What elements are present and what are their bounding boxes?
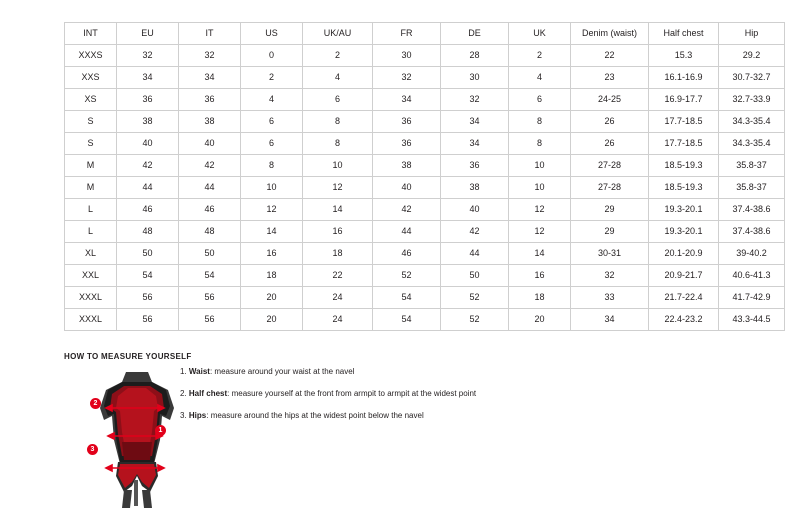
table-cell: 4 <box>509 67 571 89</box>
table-cell: 6 <box>241 111 303 133</box>
table-cell: 18.5-19.3 <box>649 155 719 177</box>
how-to-measure-title: HOW TO MEASURE YOURSELF <box>64 352 192 361</box>
table-cell: 50 <box>117 243 179 265</box>
table-cell: 17.7-18.5 <box>649 111 719 133</box>
table-cell: XXXL <box>65 287 117 309</box>
table-cell: 18 <box>303 243 373 265</box>
table-row <box>65 111 785 133</box>
table-cell: 24 <box>303 309 373 331</box>
column-header: US <box>241 23 303 45</box>
table-cell: 42 <box>117 155 179 177</box>
table-row <box>65 89 785 111</box>
table-cell: 8 <box>303 133 373 155</box>
table-cell: 38 <box>179 111 241 133</box>
table-cell: 10 <box>241 177 303 199</box>
table-cell: M <box>65 155 117 177</box>
table-cell: 36 <box>441 155 509 177</box>
table-cell: 54 <box>373 287 441 309</box>
table-cell: 10 <box>509 177 571 199</box>
measure-notes <box>180 366 600 432</box>
table-cell: XS <box>65 89 117 111</box>
table-cell: 30.7-32.7 <box>719 67 785 89</box>
table-cell: 40.6-41.3 <box>719 265 785 287</box>
table-cell: 4 <box>303 67 373 89</box>
table-cell: 33 <box>571 287 649 309</box>
table-cell: XXXS <box>65 45 117 67</box>
table-cell: 52 <box>373 265 441 287</box>
table-cell: 34.3-35.4 <box>719 111 785 133</box>
table-cell: 20 <box>241 309 303 331</box>
table-cell: 23 <box>571 67 649 89</box>
note-term: Waist <box>188 367 210 376</box>
table-cell: 54 <box>117 265 179 287</box>
table-cell: S <box>65 133 117 155</box>
table-cell: 12 <box>303 177 373 199</box>
table-cell: 44 <box>373 221 441 243</box>
column-header: Hip <box>719 23 785 45</box>
table-row <box>65 155 785 177</box>
table-cell: 38 <box>373 155 441 177</box>
table-body <box>65 45 785 331</box>
size-conversion-table <box>64 22 785 331</box>
table-cell: 46 <box>179 199 241 221</box>
table-cell: 32 <box>179 45 241 67</box>
table-cell: 34.3-35.4 <box>719 133 785 155</box>
column-header: FR <box>373 23 441 45</box>
table-cell: 16 <box>241 243 303 265</box>
table-cell: 12 <box>241 199 303 221</box>
table-cell: S <box>65 111 117 133</box>
table-cell: 10 <box>303 155 373 177</box>
table-row <box>65 67 785 89</box>
table-cell: 34 <box>441 111 509 133</box>
table-cell: XXL <box>65 265 117 287</box>
table-cell: 16.9-17.7 <box>649 89 719 111</box>
table-cell: 48 <box>117 221 179 243</box>
table-cell: 27-28 <box>571 155 649 177</box>
measure-badge-half-chest: 2 <box>90 398 101 409</box>
table-cell: 34 <box>571 309 649 331</box>
table-row <box>65 309 785 331</box>
table-cell: 50 <box>441 265 509 287</box>
table-header-row <box>65 23 785 45</box>
table-cell: L <box>65 199 117 221</box>
table-cell: 34 <box>373 89 441 111</box>
table-cell: 26 <box>571 111 649 133</box>
table-cell: 40 <box>117 133 179 155</box>
measure-note-waist <box>180 366 600 377</box>
table-cell: 0 <box>241 45 303 67</box>
table-cell: 12 <box>509 221 571 243</box>
table-cell: 52 <box>441 287 509 309</box>
table-cell: 38 <box>117 111 179 133</box>
column-header: Half chest <box>649 23 719 45</box>
table-cell: 43.3-44.5 <box>719 309 785 331</box>
table-cell: 56 <box>179 287 241 309</box>
measure-note-half-chest <box>180 388 600 399</box>
table-cell: 30-31 <box>571 243 649 265</box>
measure-badge-hips: 3 <box>87 444 98 455</box>
table-cell: 38 <box>441 177 509 199</box>
table-cell: 32.7-33.9 <box>719 89 785 111</box>
note-number: 3. <box>180 411 187 420</box>
table-cell: 42 <box>373 199 441 221</box>
table-cell: 36 <box>373 133 441 155</box>
table-cell: 18.5-19.3 <box>649 177 719 199</box>
table-cell: 24-25 <box>571 89 649 111</box>
measure-badge-waist: 1 <box>155 425 166 436</box>
table-cell: 34 <box>441 133 509 155</box>
table-cell: 46 <box>117 199 179 221</box>
table-cell: 20.9-21.7 <box>649 265 719 287</box>
note-number: 2. <box>180 389 187 398</box>
table-cell: 20 <box>241 287 303 309</box>
table-cell: 15.3 <box>649 45 719 67</box>
table-cell: 16 <box>509 265 571 287</box>
table-cell: 36 <box>117 89 179 111</box>
table-cell: 35.8-37 <box>719 177 785 199</box>
table-cell: 16 <box>303 221 373 243</box>
table-cell: 44 <box>179 177 241 199</box>
table-cell: 37.4-38.6 <box>719 221 785 243</box>
table-cell: 8 <box>509 111 571 133</box>
table-cell: 46 <box>373 243 441 265</box>
table-cell: 39-40.2 <box>719 243 785 265</box>
table-cell: 29 <box>571 199 649 221</box>
table-cell: 12 <box>509 199 571 221</box>
table-cell: 22 <box>571 45 649 67</box>
table-cell: 29.2 <box>719 45 785 67</box>
table-cell: 4 <box>241 89 303 111</box>
table-cell: 2 <box>303 45 373 67</box>
table-cell: 36 <box>373 111 441 133</box>
table-cell: 41.7-42.9 <box>719 287 785 309</box>
table-cell: 35.8-37 <box>719 155 785 177</box>
table-cell: 40 <box>441 199 509 221</box>
table-cell: 14 <box>241 221 303 243</box>
table-cell: 6 <box>241 133 303 155</box>
table-cell: 20 <box>509 309 571 331</box>
table-cell: 50 <box>179 243 241 265</box>
table-cell: 56 <box>117 287 179 309</box>
table-cell: XXXL <box>65 309 117 331</box>
table-cell: XXS <box>65 67 117 89</box>
table-cell: 42 <box>179 155 241 177</box>
note-number: 1. <box>180 367 187 376</box>
column-header: IT <box>179 23 241 45</box>
table-cell: 10 <box>509 155 571 177</box>
table-cell: 56 <box>117 309 179 331</box>
table-cell: 42 <box>441 221 509 243</box>
table-cell: 2 <box>509 45 571 67</box>
table-cell: 27-28 <box>571 177 649 199</box>
table-row <box>65 265 785 287</box>
table-cell: 21.7-22.4 <box>649 287 719 309</box>
column-header: DE <box>441 23 509 45</box>
table-row <box>65 133 785 155</box>
table-row <box>65 199 785 221</box>
note-text: : measure around your waist at the navel <box>209 367 355 376</box>
table-cell: 28 <box>441 45 509 67</box>
table-cell: XL <box>65 243 117 265</box>
table-cell: 54 <box>373 309 441 331</box>
table-cell: 19.3-20.1 <box>649 199 719 221</box>
table-cell: 22.4-23.2 <box>649 309 719 331</box>
table-cell: 32 <box>373 67 441 89</box>
table-cell: 40 <box>373 177 441 199</box>
table-cell: 14 <box>303 199 373 221</box>
table-cell: L <box>65 221 117 243</box>
table-cell: 29 <box>571 221 649 243</box>
table-cell: 56 <box>179 309 241 331</box>
table-cell: 30 <box>441 67 509 89</box>
table-cell: 30 <box>373 45 441 67</box>
table-cell: 18 <box>241 265 303 287</box>
column-header: UK <box>509 23 571 45</box>
table-cell: 6 <box>303 89 373 111</box>
column-header: Denim (waist) <box>571 23 649 45</box>
note-term: Half chest <box>188 389 228 398</box>
table-cell: 14 <box>509 243 571 265</box>
table-row <box>65 177 785 199</box>
table-row <box>65 243 785 265</box>
table-cell: 18 <box>509 287 571 309</box>
table-cell: 16.1-16.9 <box>649 67 719 89</box>
table-cell: 44 <box>441 243 509 265</box>
table-cell: 48 <box>179 221 241 243</box>
table-cell: 17.7-18.5 <box>649 133 719 155</box>
table-row <box>65 45 785 67</box>
table-cell: 32 <box>571 265 649 287</box>
table-cell: 40 <box>179 133 241 155</box>
table-cell: 34 <box>117 67 179 89</box>
table-cell: 26 <box>571 133 649 155</box>
table-row <box>65 221 785 243</box>
column-header: INT <box>65 23 117 45</box>
table-cell: 24 <box>303 287 373 309</box>
table-cell: 6 <box>509 89 571 111</box>
mannequin-illustration <box>82 368 192 508</box>
table-cell: 52 <box>441 309 509 331</box>
measure-note-hips <box>180 410 600 421</box>
table-cell: 36 <box>179 89 241 111</box>
table-cell: 54 <box>179 265 241 287</box>
note-term: Hips <box>188 411 207 420</box>
table-cell: 8 <box>509 133 571 155</box>
table-row <box>65 287 785 309</box>
table-cell: M <box>65 177 117 199</box>
table-cell: 22 <box>303 265 373 287</box>
table-cell: 8 <box>303 111 373 133</box>
note-text: : measure yourself at the front from armpit to armpit at the widest point <box>227 389 477 398</box>
table-cell: 8 <box>241 155 303 177</box>
table-cell: 32 <box>117 45 179 67</box>
table-cell: 20.1-20.9 <box>649 243 719 265</box>
column-header: UK/AU <box>303 23 373 45</box>
table-cell: 19.3-20.1 <box>649 221 719 243</box>
table-cell: 2 <box>241 67 303 89</box>
table-cell: 32 <box>441 89 509 111</box>
table-cell: 37.4-38.6 <box>719 199 785 221</box>
note-text: : measure around the hips at the widest point below the navel <box>206 411 424 420</box>
table-cell: 44 <box>117 177 179 199</box>
column-header: EU <box>117 23 179 45</box>
table-cell: 34 <box>179 67 241 89</box>
